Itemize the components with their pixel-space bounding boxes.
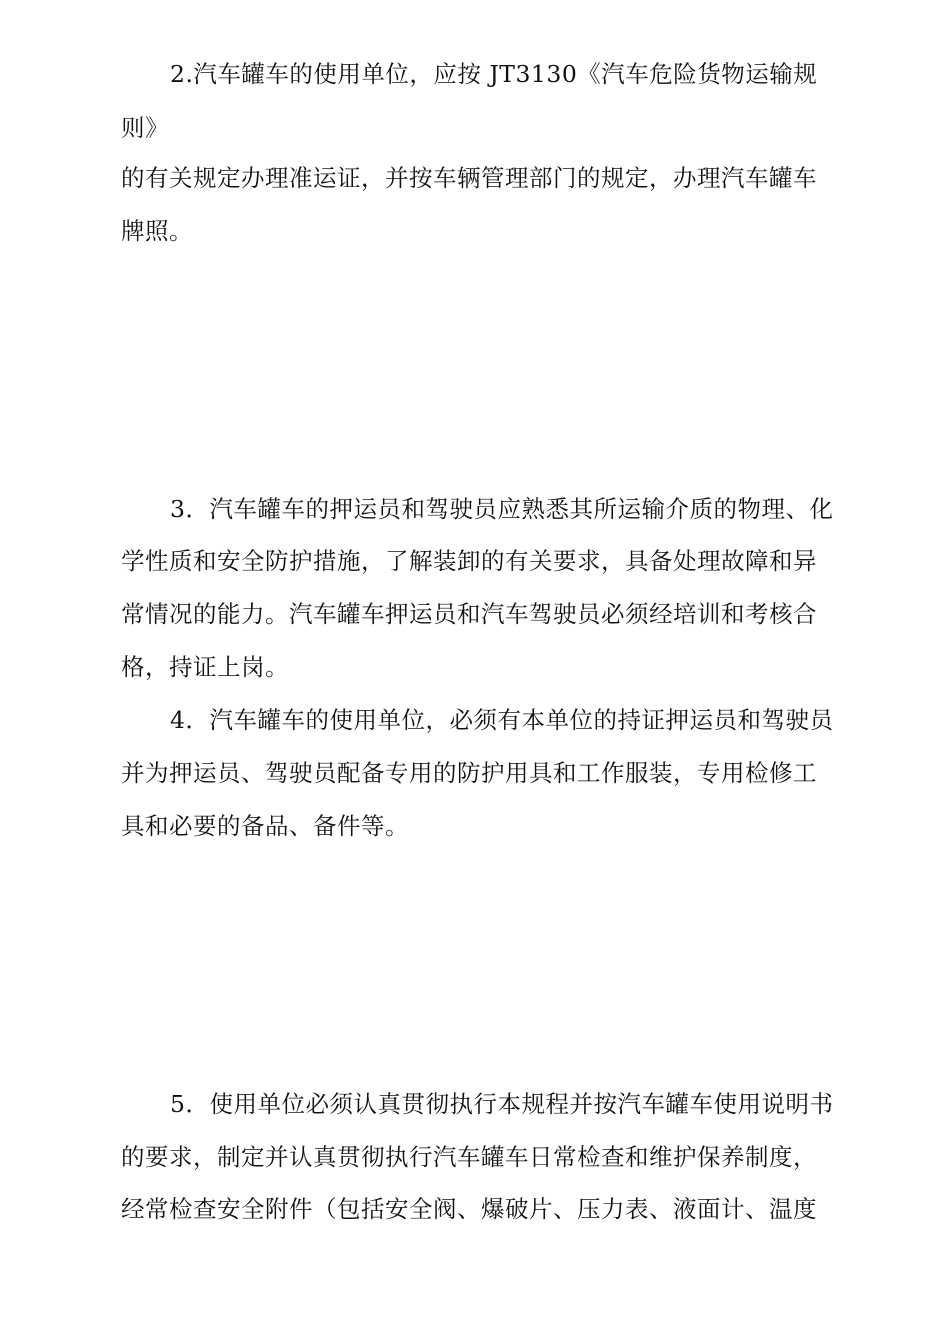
text-line: 经常检查安全附件（包括安全阀、爆破片、压力表、液面计、温度 bbox=[121, 1195, 817, 1223]
text-line: 4．汽车罐车的使用单位，必须有本单位的持证押运员和驾驶员 bbox=[170, 706, 834, 734]
text-line: 3．汽车罐车的押运员和驾驶员应熟悉其所运输介质的物理、化 bbox=[170, 495, 834, 523]
text-line: 具和必要的备品、备件等。 bbox=[121, 812, 409, 840]
text-line: 的要求，制定并认真贯彻执行汽车罐车日常检查和维护保养制度， bbox=[121, 1143, 817, 1171]
text-line: 常情况的能力。汽车罐车押运员和汽车驾驶员必须经培训和考核合 bbox=[121, 600, 817, 628]
text-line: 2.汽车罐车的使用单位，应按 JT3130《汽车危险货物运输规 bbox=[170, 60, 818, 88]
text-line: 格，持证上岗。 bbox=[121, 653, 289, 681]
text-line: 并为押运员、驾驶员配备专用的防护用具和工作服装，专用检修工 bbox=[121, 759, 817, 787]
text-line: 5．使用单位必须认真贯彻执行本规程并按汽车罐车使用说明书 bbox=[170, 1090, 834, 1118]
text-line: 则》 bbox=[121, 114, 169, 142]
text-line: 学性质和安全防护措施，了解装卸的有关要求，具备处理故障和异 bbox=[121, 547, 817, 575]
text-line: 牌照。 bbox=[121, 217, 193, 245]
text-line: 的有关规定办理准运证，并按车辆管理部门的规定，办理汽车罐车 bbox=[121, 164, 817, 192]
